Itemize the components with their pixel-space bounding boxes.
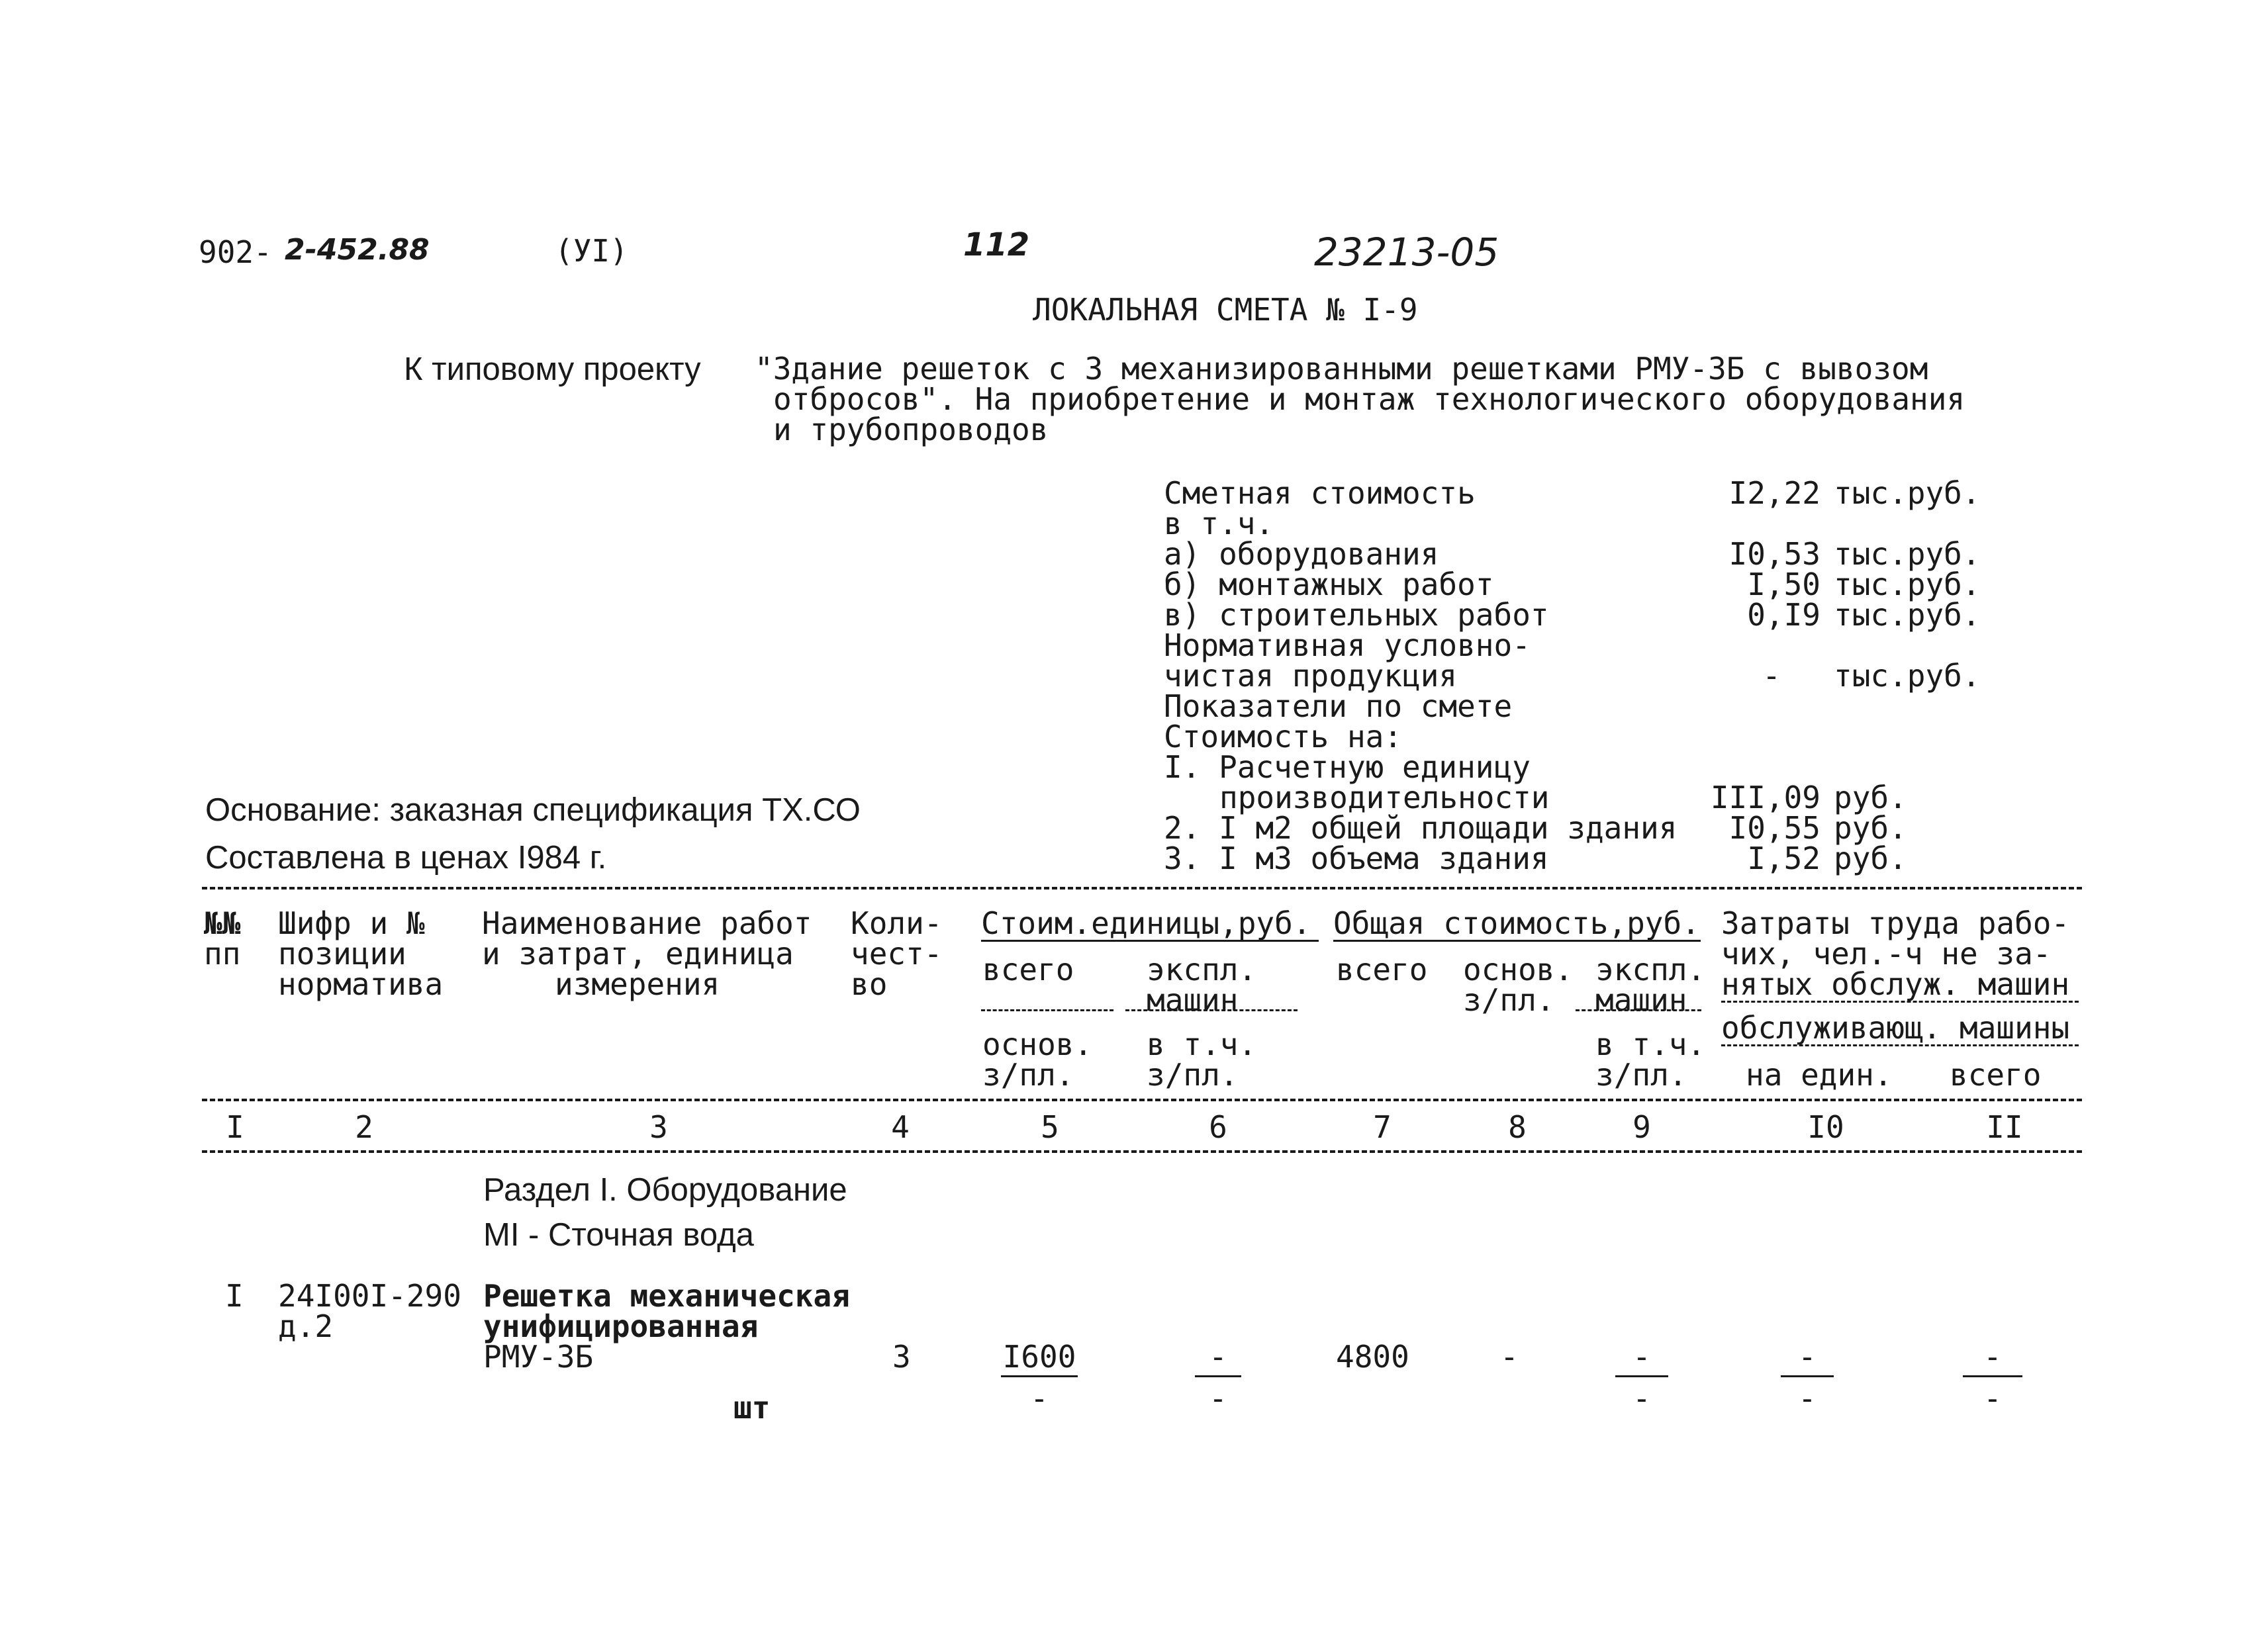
summary-per-capacity-line-1: I. Расчетную единицу xyxy=(1164,749,1531,785)
page-title: ЛОКАЛЬНАЯ СМЕТА № I-9 xyxy=(1033,292,1418,328)
summary-equipment-unit: тыс.руб. xyxy=(1834,536,1981,572)
labor-serving-underline xyxy=(1721,1044,2079,1046)
column-number: 9 xyxy=(1632,1109,1651,1145)
row-labor-total: - xyxy=(1983,1339,2002,1375)
summary-equipment-label: а) оборудования xyxy=(1164,536,1439,572)
row-labor-unit: - xyxy=(1798,1339,1817,1375)
summary-per-m3-value: I,52 xyxy=(1747,841,1820,876)
summary-per-m2-unit: руб. xyxy=(1834,810,1907,846)
row-unit-total: I600 xyxy=(1002,1339,1076,1375)
summary-indicators: Показатели по смете xyxy=(1164,688,1513,724)
summary-construction-value: 0,I9 xyxy=(1747,597,1820,633)
row-labor-total-underline xyxy=(1963,1375,2022,1377)
summary-installation-value: I,50 xyxy=(1747,567,1820,602)
labor-head-1: Затраты труда рабо- xyxy=(1721,905,2070,941)
summary-cost-label: Сметная стоимость xyxy=(1164,475,1476,511)
labor-head-2: чих, чел.-ч не за- xyxy=(1721,936,2052,972)
col8-head-2: з/пл. xyxy=(1463,982,1555,1018)
column-number: 2 xyxy=(355,1109,373,1145)
row-machine-underline xyxy=(1195,1375,1241,1377)
column-number: 3 xyxy=(649,1109,668,1145)
col-qty-head-2: чест- xyxy=(851,936,943,972)
section-subtitle: МI - Сточная вода xyxy=(483,1217,754,1253)
project-line-3: и трубопроводов xyxy=(773,412,1049,447)
col6-head-3: в т.ч. xyxy=(1147,1026,1257,1062)
row-total-wage: - xyxy=(1500,1339,1519,1375)
row-unit: шт xyxy=(733,1390,771,1426)
col9-head-1: экспл. xyxy=(1595,952,1706,987)
labor-head-underline xyxy=(1721,1001,2079,1003)
col-num-head-2: пп xyxy=(204,936,241,972)
project-lead: К типовому проекту xyxy=(404,351,701,387)
summary-construction-label: в) строительных работ xyxy=(1164,597,1549,633)
row-total-machine: - xyxy=(1632,1339,1651,1375)
price-level-note: Составлена в ценах I984 г. xyxy=(205,840,607,876)
col10-head: на един. xyxy=(1746,1057,1893,1093)
summary-per-capacity-unit: руб. xyxy=(1834,780,1907,815)
row-name-line-2: унифицированная xyxy=(483,1308,759,1344)
row-machine-wage: - xyxy=(1209,1381,1227,1416)
col-qty-head-3: во xyxy=(851,966,888,1002)
doc-code-handwritten: 2-452.88 xyxy=(285,233,430,267)
summary-cost-on: Стоимость на: xyxy=(1164,719,1403,754)
unit-cost-group-head: Стоим.единицы,руб. xyxy=(981,905,1311,941)
row-code-clause: д.2 xyxy=(278,1308,334,1344)
summary-construction-unit: тыс.руб. xyxy=(1834,597,1981,633)
column-number: I xyxy=(226,1109,244,1145)
col6-head-1: экспл. xyxy=(1147,952,1257,987)
labor-head-3: нятых обслуж. машин xyxy=(1721,966,2070,1002)
col-code-head-2: позиции xyxy=(278,936,406,972)
summary-including: в т.ч. xyxy=(1164,506,1274,541)
page-number: 112 xyxy=(963,226,1030,263)
summary-cost-value: I2,22 xyxy=(1728,475,1820,511)
col9-head-4: з/пл. xyxy=(1595,1057,1687,1093)
volume-number: (УI) xyxy=(555,233,628,269)
unit-cost-underline xyxy=(981,940,1319,942)
col5-head-wage-1: основ. xyxy=(982,1026,1093,1062)
col9-head-3: в т.ч. xyxy=(1595,1026,1706,1062)
summary-net-output-line-1: Нормативная условно- xyxy=(1164,627,1531,663)
table-top-rule xyxy=(202,887,2082,889)
section-title: Раздел I. Оборудование xyxy=(483,1172,847,1208)
col9-head-divider xyxy=(1576,1009,1701,1011)
row-labor-total-b: - xyxy=(1983,1381,2002,1416)
total-cost-group-head: Общая стоимость,руб. xyxy=(1333,905,1700,941)
col8-head-1: основ. xyxy=(1463,952,1574,987)
col-name-head-2: и затрат, единица xyxy=(482,936,794,972)
column-number: 7 xyxy=(1373,1109,1392,1145)
col-qty-head-1: Коли- xyxy=(851,905,943,941)
column-number: II xyxy=(1986,1109,2023,1145)
col11-head: всего xyxy=(1950,1057,2042,1093)
row-unit-wage: - xyxy=(1030,1381,1049,1416)
basis-note: Основание: заказная спецификация ТХ.СО xyxy=(205,792,861,828)
row-code: 24I00I-290 xyxy=(278,1278,461,1314)
row-name-line-3: РМУ-3Б xyxy=(483,1339,594,1375)
row-total: 4800 xyxy=(1336,1339,1409,1375)
labor-serving-head: обслуживающ. машины xyxy=(1721,1010,2070,1046)
row-quantity: 3 xyxy=(892,1339,911,1375)
row-total-machine-wage: - xyxy=(1632,1381,1651,1416)
summary-per-m3-label: 3. I м3 объема здания xyxy=(1164,841,1549,876)
col-code-head-1: Шифр и № xyxy=(278,905,425,941)
col9-head-2: машин xyxy=(1595,982,1687,1018)
col-name-head-1: Наименование работ xyxy=(482,905,812,941)
row-labor-unit-b: - xyxy=(1798,1381,1817,1416)
col6-head-4: з/пл. xyxy=(1147,1057,1239,1093)
summary-cost-unit: тыс.руб. xyxy=(1834,475,1981,511)
summary-per-m2-label: 2. I м2 общей площади здания xyxy=(1164,810,1677,846)
project-line-1: "Здание решеток с 3 механизированными решетками РМУ-3Б с вывозом xyxy=(755,351,1928,387)
column-number-rule xyxy=(202,1150,2082,1153)
summary-per-m3-unit: руб. xyxy=(1834,841,1907,876)
doc-code-prefix: 902- xyxy=(199,234,272,270)
col7-head: всего xyxy=(1336,952,1428,987)
col6-head-2: машин xyxy=(1147,982,1239,1018)
summary-net-output-line-2: чистая продукция xyxy=(1164,658,1458,694)
summary-net-output-unit: тыс.руб. xyxy=(1834,658,1981,694)
row-machine: - xyxy=(1209,1339,1227,1375)
column-number: 8 xyxy=(1508,1109,1527,1145)
project-line-2: отбросов". На приобретение и монтаж технологического оборудования xyxy=(773,381,1965,417)
column-number: 6 xyxy=(1209,1109,1227,1145)
summary-net-output-value: - xyxy=(1762,658,1781,694)
document-number: 23213-05 xyxy=(1314,230,1499,275)
summary-installation-label: б) монтажных работ xyxy=(1164,567,1494,602)
col5-head-total: всего xyxy=(982,952,1074,987)
col6-head-divider xyxy=(1125,1009,1298,1011)
row-labor-unit-underline xyxy=(1781,1375,1834,1377)
summary-per-m2-value: I0,55 xyxy=(1728,810,1820,846)
summary-per-capacity-value: III,09 xyxy=(1710,780,1820,815)
col-code-head-3: норматива xyxy=(278,966,444,1002)
column-number: I0 xyxy=(1807,1109,1844,1145)
column-number: 4 xyxy=(891,1109,910,1145)
header-bottom-rule xyxy=(202,1099,2082,1101)
summary-equipment-value: I0,53 xyxy=(1728,536,1820,572)
summary-per-capacity-line-2: производительности xyxy=(1219,780,1550,815)
total-cost-underline xyxy=(1333,940,1701,942)
col5-head-wage-2: з/пл. xyxy=(982,1057,1074,1093)
column-number: 5 xyxy=(1041,1109,1059,1145)
col-name-head-3: измерения xyxy=(555,966,720,1002)
col-num-head-1: №№ xyxy=(204,905,241,941)
row-name-line-1: Решетка механическая xyxy=(483,1278,850,1314)
row-number: I xyxy=(225,1278,244,1314)
row-total-machine-underline xyxy=(1615,1375,1668,1377)
col5-head-divider xyxy=(981,1009,1113,1011)
row-unit-total-underline xyxy=(1001,1375,1078,1377)
summary-installation-unit: тыс.руб. xyxy=(1834,567,1981,602)
